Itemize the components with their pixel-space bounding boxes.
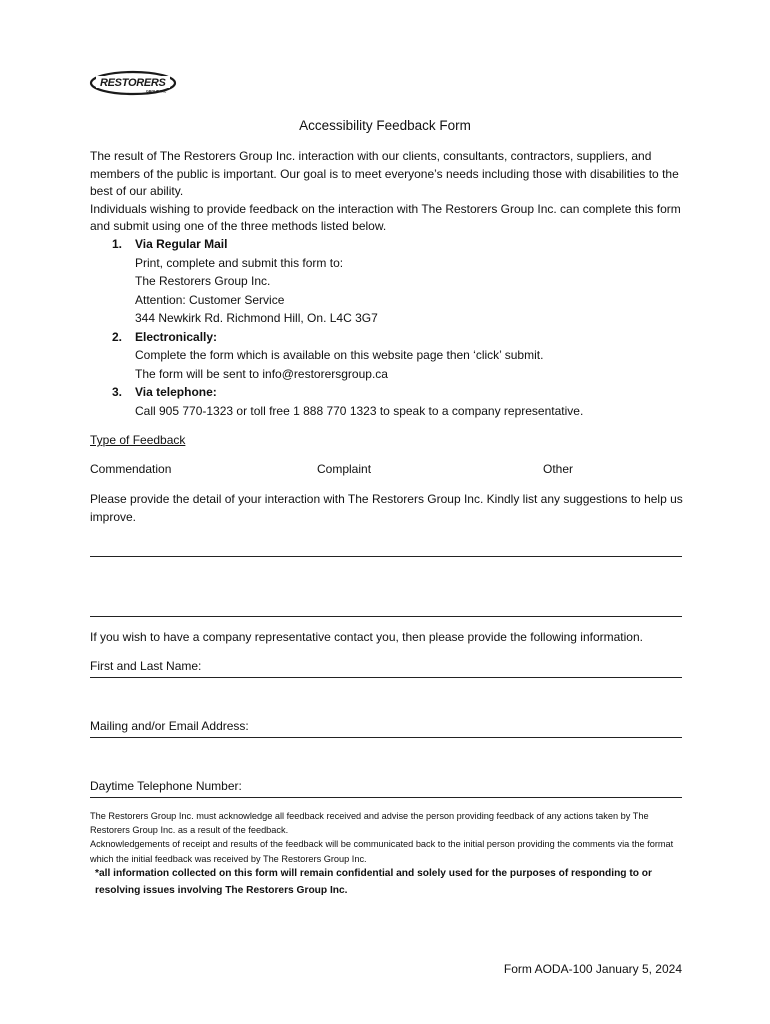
logo-wordmark: RESTORERS	[100, 77, 166, 89]
company-logo	[88, 66, 178, 100]
method-title: Via Regular Mail	[135, 237, 228, 251]
method-line: 344 Newkirk Rd. Richmond Hill, On. L4C 3G7	[135, 311, 378, 325]
phone-field-line[interactable]	[90, 797, 682, 798]
intro-text	[90, 148, 690, 236]
method-title: Electronically:	[135, 329, 218, 344]
name-field-line[interactable]	[90, 677, 682, 678]
intro-paragraph: The result of The Restorers Group Inc. interaction with our clients, consultants, contractors, suppliers, and members of the public is important. Our goal is to meet everyone’s needs including those with disabilities to the best of our ability.	[90, 149, 679, 199]
method-line: Print, complete and submit this form to:	[135, 255, 344, 270]
option-other[interactable]: Other	[543, 462, 574, 476]
method-number: 2.	[112, 329, 123, 344]
method-mail	[90, 235, 690, 328]
option-commendation[interactable]: Commendation	[90, 462, 172, 476]
contact-intro: If you wish to have a company representative contact you, then please provide the following information.	[90, 630, 643, 644]
method-number: 1.	[112, 237, 123, 251]
option-complaint[interactable]: Complaint	[317, 462, 372, 476]
method-line: The form will be sent to info@restorersgroup.ca	[135, 366, 388, 381]
logo-subtext: GROUP INC	[146, 89, 167, 94]
fine-print-paragraph: Acknowledgements of receipt and results of the feedback will be communicated back to the initial person providing the comments via the format which the initial feedback was received by The Restorers Group Inc.	[90, 839, 674, 864]
method-line: Call 905 770-1323 or toll free 1 888 770 1323 to speak to a company representative.	[135, 403, 584, 418]
fine-print-paragraph: The Restorers Group Inc. must acknowledge all feedback received and advise the person providing feedback of any actions taken by The Restorers Group Inc. as a result of the feedback.	[90, 811, 649, 836]
method-electronic	[90, 328, 690, 384]
address-field-line[interactable]	[90, 737, 682, 738]
name-field-label: First and Last Name:	[90, 659, 202, 673]
intro-paragraph: Individuals wishing to provide feedback on the interaction with The Restorers Group Inc. can complete this form and submit using one of the three methods listed below.	[90, 201, 681, 234]
phone-field-label: Daytime Telephone Number:	[90, 779, 242, 793]
form-footer: Form AODA-100 January 5, 2024	[503, 962, 682, 976]
detail-line-2[interactable]	[90, 616, 682, 617]
confidential-note: *all information collected on this form will remain confidential and solely used for the purposes of responding to or resolving issues involving The Restorers Group Inc.	[95, 868, 652, 896]
method-line: Attention: Customer Service	[135, 292, 285, 307]
submission-methods-list	[90, 235, 690, 420]
method-title: Via telephone:	[135, 385, 217, 399]
address-field-label: Mailing and/or Email Address:	[90, 719, 249, 733]
fine-print	[90, 809, 680, 866]
page-title: Accessibility Feedback Form	[299, 118, 471, 133]
feedback-type-label: Type of Feedback	[90, 433, 186, 447]
detail-line-1[interactable]	[90, 556, 682, 557]
detail-prompt: Please provide the detail of your interaction with The Restorers Group Inc. Kindly list any suggestions to help us improve.	[90, 492, 683, 524]
method-line: Complete the form which is available on this website page then ‘click’ submit.	[135, 348, 544, 362]
method-line: The Restorers Group Inc.	[135, 274, 271, 288]
method-telephone	[90, 383, 690, 420]
method-number: 3.	[112, 385, 123, 399]
